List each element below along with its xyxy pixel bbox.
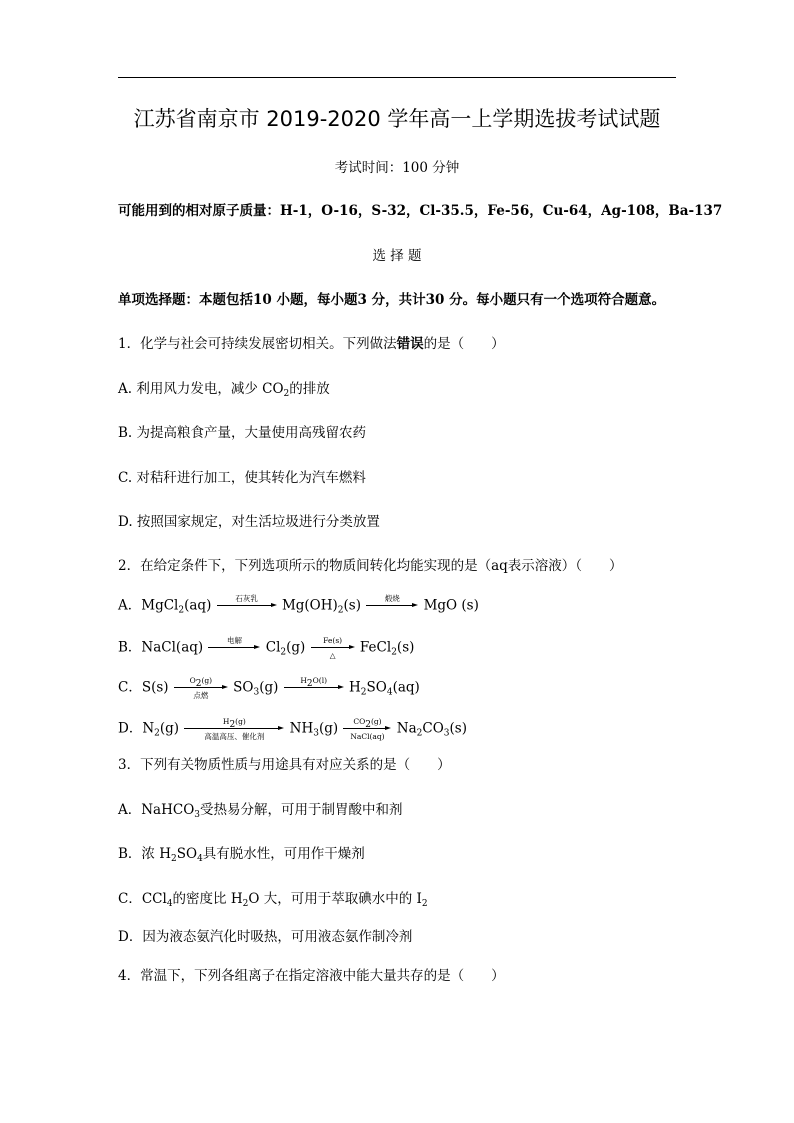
section-heading: 选 择 题 (372, 248, 422, 264)
question-2-option-b: B．NaCl(aq) 电解 $Cl_2(g)$ Fe(s) △ FeCl$_2$(s) (118, 636, 415, 660)
question-1-option-c: C. 对秸秆进行加工，使其转化为汽车燃料 (118, 470, 366, 486)
atomic-masses: 可能用到的相对原子质量：H-1，O-16，S-32，Cl-35.5，Fe-56，Cu-64，Ag-108，Ba-137 (118, 203, 723, 219)
question-2-option-d: D．$N_2(g)$ $H_2(g)$ 高温高压、催化剂 $NH_3(g)$ $CO_2(g)$ NaCl(aq) $Na_2CO_3(s)$ (118, 717, 467, 741)
question-1-stem: 1．化学与社会可持续发展密切相关。下列做法错误的是（ ） (118, 336, 505, 352)
question-4-stem: 4．常温下，下列各组离子在指定溶液中能大量共存的是（ ） (118, 968, 505, 984)
reaction-arrow: 电解 (208, 636, 260, 660)
reaction-arrow: $H_2O(l)$ (284, 676, 344, 700)
question-2-option-c: C．S(s) $O_2(g)$ 点燃 $SO_3(g)$ $H_2O(l)$ $H_2SO_4(aq)$ (118, 676, 420, 700)
question-3-option-b: B．浓 $H_2SO_4$具有脱水性，可用作干燥剂 (118, 846, 365, 864)
question-1-option-a: A. 利用风力发电，减少 $CO_2$的排放 (118, 381, 330, 399)
header-rule (118, 77, 676, 78)
reaction-arrow: 煅烧 (366, 594, 418, 618)
question-3-option-d: D．因为液态氨汽化时吸热，可用液态氨作制冷剂 (118, 929, 413, 945)
question-1-option-b: B. 为提高粮食产量，大量使用高残留农药 (118, 425, 367, 441)
reaction-arrow: $CO_2(g)$ NaCl(aq) (343, 717, 391, 741)
reaction-arrow: $H_2(g)$ 高温高压、催化剂 (184, 717, 284, 741)
question-2-stem: 2．在给定条件下，下列选项所示的物质间转化均能实现的是（aq表示溶液）（ ） (118, 558, 623, 574)
question-2-option-a: A．MgCl$_2$(aq) 石灰乳 $Mg(OH)_2(s)$ 煅烧 MgO (s) (118, 594, 479, 618)
reaction-arrow: Fe(s) △ (311, 636, 355, 660)
reaction-arrow: $O_2(g)$ 点燃 (174, 676, 228, 700)
question-3-option-c: C．CCl$_4$的密度比 $H_2O$ 大，可用于萃取碘水中的 $I_2$ (118, 891, 428, 909)
reaction-arrow: 石灰乳 (217, 594, 277, 618)
question-3-stem: 3．下列有关物质性质与用途具有对应关系的是（ ） (118, 757, 451, 773)
page-title: 江苏省南京市 2019-2020 学年高一上学期选拔考试试题 (133, 107, 661, 131)
exam-time: 考试时间：100 分钟 (334, 160, 460, 176)
question-1-option-d: D. 按照国家规定，对生活垃圾进行分类放置 (118, 514, 380, 530)
question-3-option-a: A．NaHCO$_3$受热易分解，可用于制胃酸中和剂 (118, 802, 403, 820)
instructions: 单项选择题：本题包括10 小题，每小题3 分，共计30 分。每小题只有一个选项符合题意。 (118, 292, 666, 308)
